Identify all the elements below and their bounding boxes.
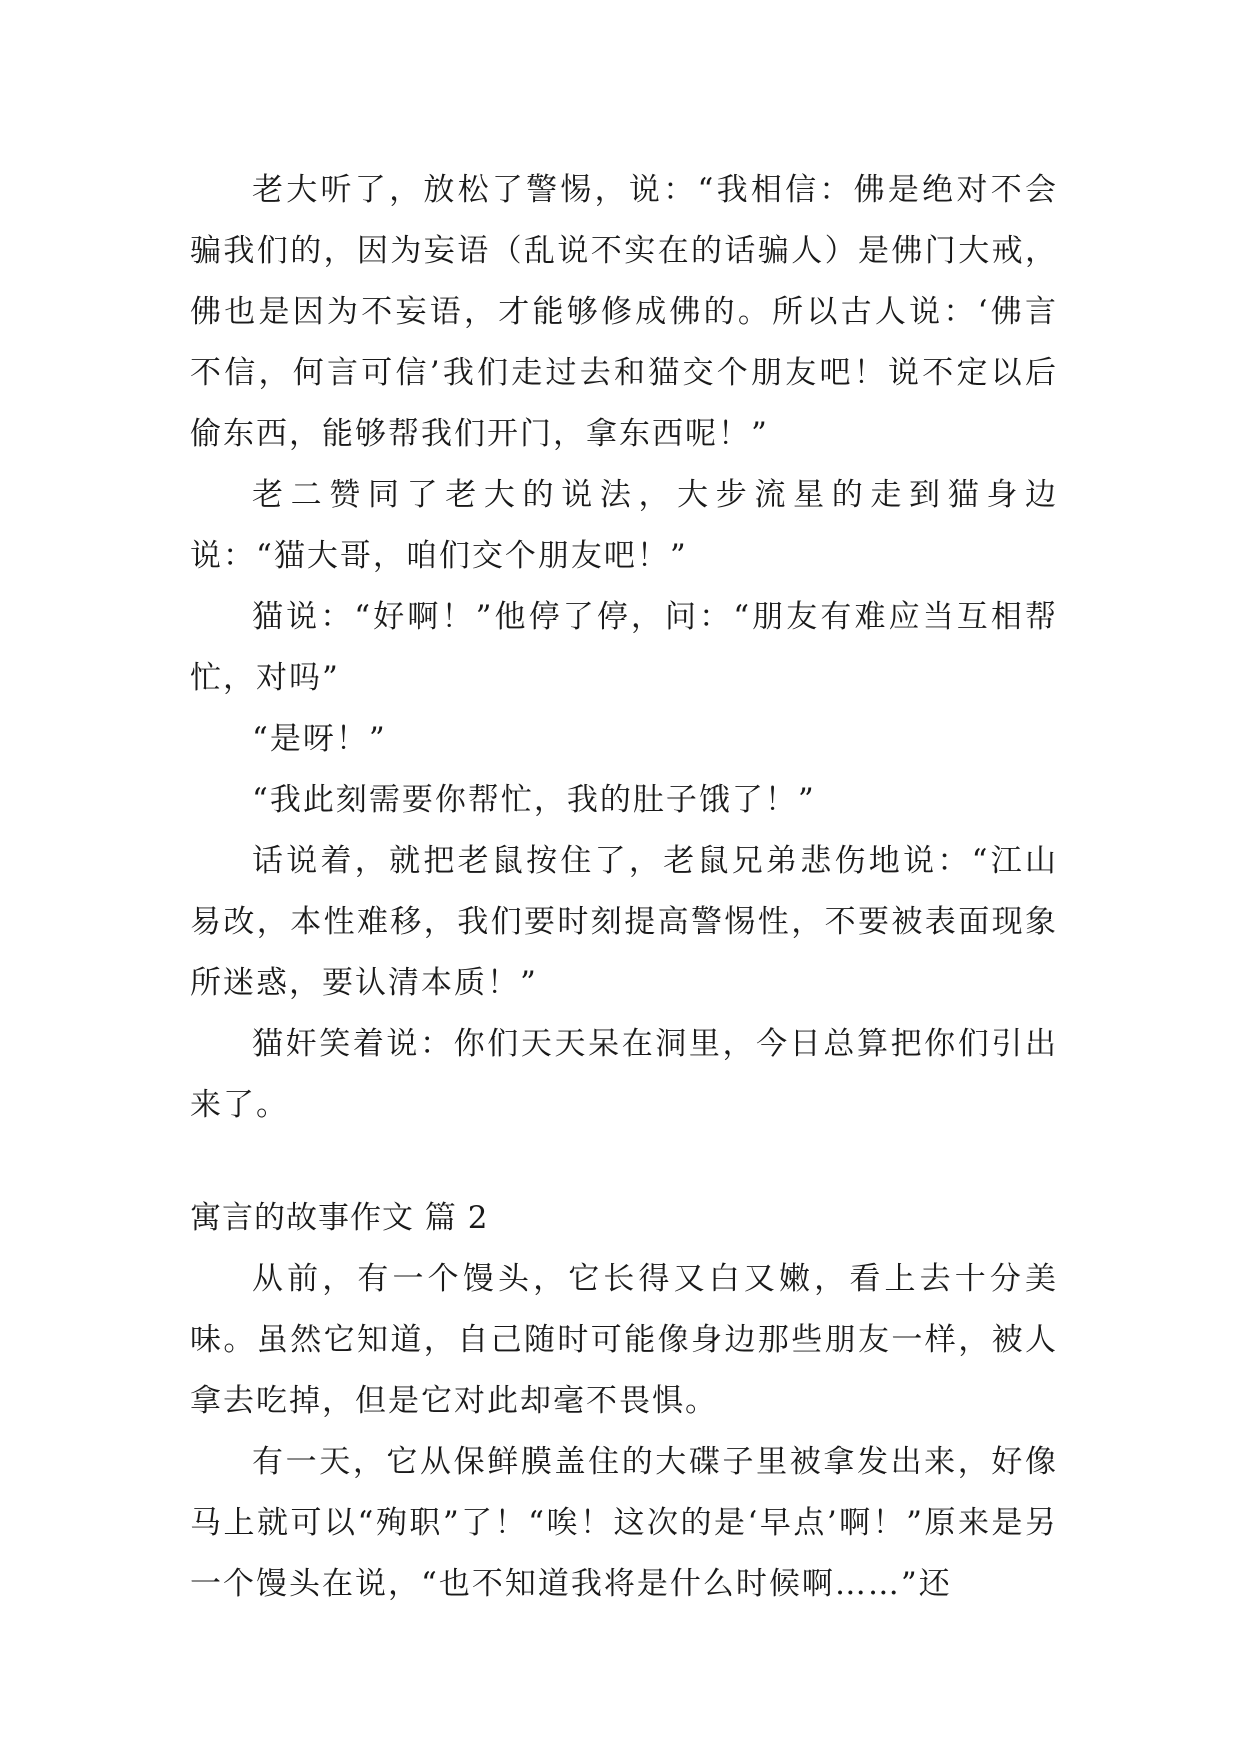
paragraph: “是呀！” [252, 721, 387, 757]
paragraph: 猫说：“好啊！”他停了停，问：“朋友有难应当互相帮忙，对吗” [190, 599, 1058, 696]
document-page [190, 160, 1058, 1615]
paragraph: 老二赞同了老大的说法，大步流星的走到猫身边说：“猫大哥，咱们交个朋友吧！” [190, 477, 1058, 574]
story-section-2 [190, 1249, 1058, 1615]
paragraph: 猫奸笑着说：你们天天呆在洞里，今日总算把你们引出来了。 [190, 1026, 1058, 1123]
story-section-1 [190, 160, 1058, 1136]
paragraph: 从前，有一个馒头，它长得又白又嫩，看上去十分美味。虽然它知道，自己随时可能像身边那些朋友一样，被人拿去吃掉，但是它对此却毫不畏惧。 [190, 1261, 1058, 1419]
paragraph: “我此刻需要你帮忙，我的肚子饿了！” [252, 782, 816, 818]
paragraph: 有一天，它从保鲜膜盖住的大碟子里被拿发出来，好像马上就可以“殉职”了！“唉！这次的是‘早点’啊！”原来是另一个馒头在说，“也不知道我将是什么时候啊……”还 [190, 1444, 1058, 1602]
section-heading: 寓言的故事作文 篇 2 [190, 1200, 489, 1236]
paragraph: 老大听了，放松了警惕，说：“我相信：佛是绝对不会骗我们的，因为妄语（乱说不实在的话骗人）是佛门大戒，佛也是因为不妄语，才能够修成佛的。所以古人说：‘佛言不信，何言可信’我们走过去和猫交个朋友吧！说不定以后偷东西，能够帮我们开门，拿东西呢！” [190, 172, 1058, 452]
paragraph: 话说着，就把老鼠按住了，老鼠兄弟悲伤地说：“江山易改，本性难移，我们要时刻提高警惕性，不要被表面现象所迷惑，要认清本质！” [190, 843, 1058, 1001]
